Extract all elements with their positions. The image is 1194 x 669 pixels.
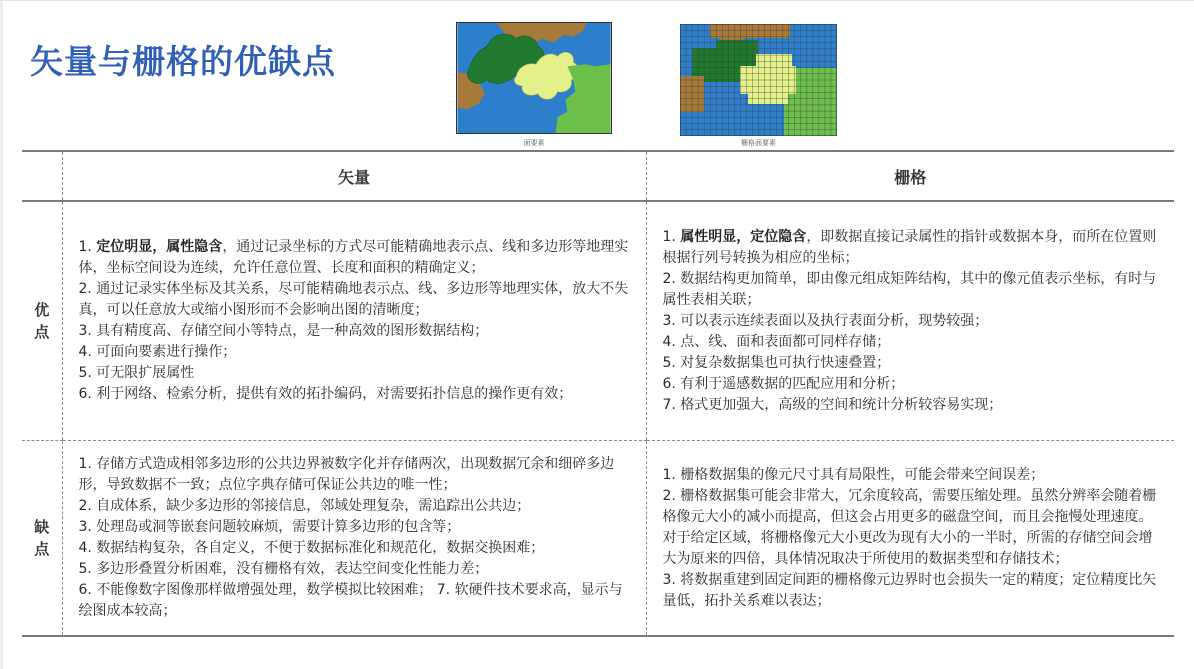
item-text: 5. 对复杂数据集也可执行快速叠置； <box>662 354 891 371</box>
item-text: 3. 具有精度高、存储空间小等特点，是一种高效的图形数据结构； <box>78 323 489 339</box>
list-item <box>663 570 1161 612</box>
list-item <box>79 454 632 496</box>
list-item <box>663 486 1161 570</box>
item-text: 7. 格式更加强大，高级的空间和统计分析较容易实现； <box>662 396 1003 413</box>
item-text: 3. 可以表示连续表面以及执行表面分析，现势较强； <box>662 312 989 329</box>
list-item <box>79 559 632 580</box>
row-head-cons <box>22 441 62 637</box>
list-item <box>79 517 632 538</box>
header-corner <box>22 151 62 201</box>
item-text: 2. 栅格数据集可能会非常大，冗余度较高，需要压缩处理。虽然分辨率会随着栅格像元大小的减小而提高，但这会占用更多的磁盘空间，而且会拖慢处理速度。对于给定区域，将栅格像元大小更改为现有大小的一半时，所需的存储空间会增大为原来的四倍，具体情况取决于所使用的数据类型和存储技术； <box>662 487 1157 567</box>
list-item <box>79 580 632 622</box>
item-text: ，通过记录坐标的方式尽可能精确地表示点、线和多边形等地理实体，坐标空间设为连续，允许任意位置、长度和面积的精确定义； <box>78 239 629 276</box>
table-row-pros <box>22 201 1174 441</box>
item-keyword: 属性明显，定位隐含 <box>680 228 807 245</box>
row-head-pros-label: 优 点 <box>34 301 50 341</box>
row-head-pros <box>22 201 62 441</box>
list-item <box>79 384 632 405</box>
item-number: 1. <box>78 239 97 255</box>
list-item <box>663 269 1161 311</box>
raster-figure-caption: 栅格面要素 <box>741 139 776 147</box>
item-number: 1. <box>662 228 681 245</box>
item-text: 4. 数据结构复杂，各自定义，不便于数据标准化和规范化，数据交换困难； <box>78 540 545 556</box>
header-vector: 矢量 <box>62 151 646 201</box>
slide-left-edge <box>0 0 3 669</box>
list-item <box>663 332 1161 353</box>
vector-polygon-map <box>456 22 612 134</box>
raster-grid-figure <box>680 24 837 147</box>
list-item <box>79 237 632 279</box>
item-text: 2. 通过记录实体坐标及其关系，尽可能精确地表示点、线、多边形等地理实体，放大不失真，可以任意放大或缩小图形而不会影响出图的清晰度； <box>78 281 629 318</box>
slide-top-rule <box>0 0 1194 1</box>
item-text: ，即数据直接记录属性的指针或数据本身，而所在位置则根据行列号转换为相应的坐标； <box>662 228 1157 266</box>
list-item <box>663 374 1161 395</box>
item-text: 6. 不能像数字图像那样做增强处理，数学模拟比较困难； 7. 软硬件技术要求高，显示与绘图成本较高； <box>78 582 623 619</box>
list-item <box>79 363 632 384</box>
cell-raster-pros <box>646 201 1174 441</box>
raster-grid-map <box>680 24 837 136</box>
list-item <box>79 538 632 559</box>
item-text: 6. 利于网络、检索分析，提供有效的拓扑编码，对需要拓扑信息的操作更有效； <box>78 386 573 402</box>
item-text: 5. 多边形叠置分析困难，没有栅格有效，表达空间变化性能力差； <box>78 561 489 577</box>
list-item <box>79 321 632 342</box>
item-text: 2. 数据结构更加简单，即由像元组成矩阵结构，其中的像元值表示坐标，有时与属性表相关联； <box>662 270 1157 308</box>
item-text: 2. 自成体系，缺少多边形的邻接信息，邻域处理复杂，需追踪出公共边； <box>78 498 531 514</box>
list-item <box>663 353 1161 374</box>
table-row-cons <box>22 441 1174 637</box>
list-item <box>79 279 632 321</box>
item-keyword: 定位明显，属性隐含 <box>96 239 223 255</box>
comparison-table <box>22 150 1174 637</box>
item-text: 4. 点、线、面和表面都可同样存储； <box>662 333 891 350</box>
item-text: 1. 栅格数据集的像元尺寸具有局限性，可能会带来空间误差； <box>662 466 1045 483</box>
list-item <box>79 342 632 363</box>
item-text: 1. 存储方式造成相邻多边形的公共边界被数字化并存储两次，出现数据冗余和细碎多边形，导致数据不一致；点位字典存储可保证公共边的唯一性； <box>78 456 615 493</box>
list-item <box>663 465 1161 486</box>
list-item <box>663 311 1161 332</box>
vector-polygon-figure <box>456 22 612 147</box>
item-text: 5. 可无限扩展属性 <box>78 365 195 381</box>
item-text: 6. 有利于遥感数据的匹配应用和分析； <box>662 375 905 392</box>
item-text: 3. 将数据重建到固定间距的栅格像元边界时也会损失一定的精度；定位精度比矢量低，拓扑关系难以表达； <box>662 571 1157 609</box>
row-head-cons-label: 缺 点 <box>34 518 50 558</box>
list-item <box>663 227 1161 269</box>
item-text: 3. 处理岛或洞等嵌套问题较麻烦，需要计算多边形的包含等； <box>78 519 461 535</box>
table-header-row <box>22 151 1174 201</box>
list-item <box>663 395 1161 416</box>
cell-vector-pros <box>62 201 646 441</box>
vector-figure-caption: 面要素 <box>523 139 545 147</box>
cell-vector-cons <box>62 441 646 637</box>
item-text: 4. 可面向要素进行操作； <box>78 344 237 360</box>
page-title: 矢量与栅格的优缺点 <box>30 42 336 81</box>
list-item <box>79 496 632 517</box>
header-raster: 栅格 <box>646 151 1174 201</box>
cell-raster-cons <box>646 441 1174 637</box>
